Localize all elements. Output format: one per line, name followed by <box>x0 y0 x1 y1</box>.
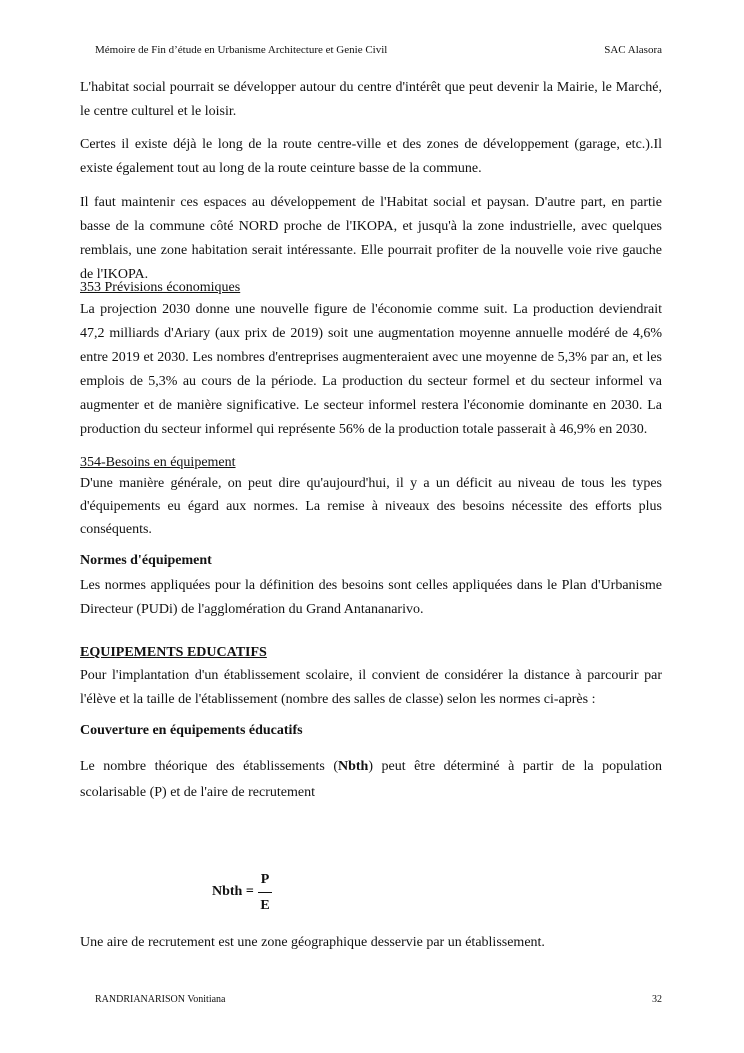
formula-lhs: Nbth = <box>212 884 254 899</box>
page-footer-author: RANDRIANARISON Vonitiana <box>95 994 226 1005</box>
paragraph-habitat-social: L'habitat social pourrait se développer autour du centre d'intérêt que peut devenir la Mairie, le Marché, le centre culturel et le loisir. <box>80 80 662 119</box>
paragraph-deficit-equipements: D'une manière générale, on peut dire qu'aujourd'hui, il y a un déficit au niveau de tous les types d'équipements eu égard aux normes. La remise à niveaux des besoins nécessite des efforts plus conséquents. <box>80 476 662 537</box>
section-heading-353: 353 Prévisions économiques <box>80 280 241 295</box>
paragraph-normes-pudi: Les normes appliquées pour la définition des besoins sont celles appliquées dans le Plan d'Urbanisme Directeur (PUDi) de l'agglomération du Grand Antananarivo. <box>80 578 662 617</box>
text-nombre-theorique-end: ) peut être déterminé à partir de la population scolarisable (P) et de l'aire de recrutement <box>80 759 663 800</box>
fraction-bar <box>258 892 272 893</box>
heading-normes-equipement: Normes d'équipement <box>80 553 212 568</box>
page-header-title: Mémoire de Fin d’étude en Urbanisme Architecture et Genie Civil <box>95 44 388 56</box>
paragraph-implantation-etablissement: Pour l'implantation d'un établissement scolaire, il convient de considérer la distance à parcourir par l'élève et la taille de l'établissement (nombre des salles de classe) selon les normes ci-après : <box>80 668 662 707</box>
section-heading-354: 354-Besoins en équipement <box>80 455 236 470</box>
page-number: 32 <box>652 994 662 1005</box>
page-header-author: SAC Alasora <box>604 44 662 56</box>
paragraph-maintenir-espaces: Il faut maintenir ces espaces au développement de l'Habitat social et paysan. D'autre part, en partie basse de la commune côté NORD proche de l'IKOPA, et jusqu'à la zone industrielle, avec quelques remblais, une zone habitation serait intéressante. Elle pourrait profiter de la nouvelle voie rive gauche de l'IKOPA. <box>80 195 662 282</box>
text-nombre-theorique-start: Le nombre théorique des établissements ( <box>80 759 338 774</box>
formula-denominator: E <box>260 898 270 913</box>
heading-couverture-equipements: Couverture en équipements éducatifs <box>80 723 303 738</box>
paragraph-nombre-theorique <box>80 754 662 806</box>
page-body <box>80 76 662 806</box>
text-nbth-bold: Nbth <box>338 759 369 774</box>
paragraph-route-centre-ville: Certes il existe déjà le long de la route centre-ville et des zones de développement (garage, etc.).Il existe également tout au long de la route ceinture basse de la commune. <box>80 137 662 176</box>
formula-numerator: P <box>260 872 270 887</box>
paragraph-aire-recrutement: Une aire de recrutement est une zone géographique desservie par un établissement. <box>80 935 545 950</box>
paragraph-projection-2030: La projection 2030 donne une nouvelle figure de l'économie comme suit. La production deviendrait 47,2 milliards d'Ariary (aux prix de 2019) soit une augmentation moyenne annuelle modéré de 4,6% entre 2019 et 2030. Les nombres d'entreprises augmenteraient avec une moyenne de 5,3% par an, et les emplois de 5,3% au cours de la période. La production du secteur formel et du secteur informel va augmenter et de manière significative. Le secteur informel restera l'économie dominante en 2030. La production du secteur informel qui représente 56% de la production totale passerait à 46,9% en 2030. <box>80 302 662 437</box>
formula-fraction <box>256 872 274 914</box>
heading-equipements-educatifs: EQUIPEMENTS EDUCATIFS <box>80 645 267 660</box>
